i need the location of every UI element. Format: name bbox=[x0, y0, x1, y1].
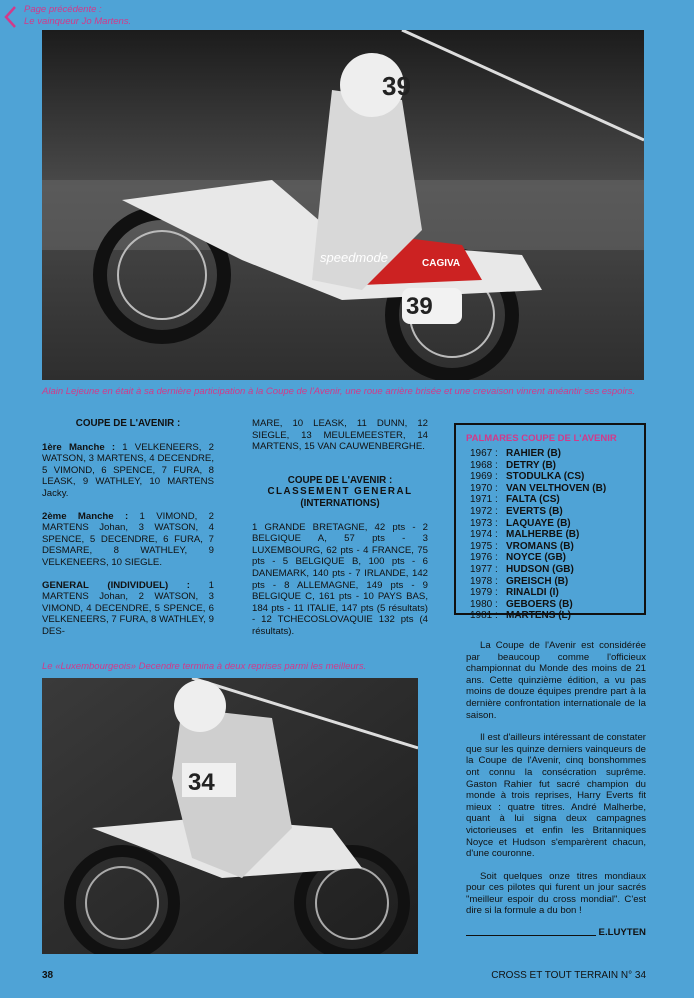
magazine-name: CROSS ET TOUT TERRAIN N° 34 bbox=[491, 970, 646, 981]
palmares-year: 1968 : bbox=[470, 459, 498, 471]
palmares-row bbox=[470, 448, 644, 460]
palmares-year: 1971 : bbox=[470, 494, 498, 506]
palmares-row bbox=[470, 518, 644, 530]
palmares-row bbox=[470, 610, 644, 622]
palmares-winner: MALHERBE (B) bbox=[506, 529, 580, 541]
palmares-list bbox=[456, 448, 644, 622]
palmares-year: 1979 : bbox=[470, 587, 498, 599]
bike-plate-number: 39 bbox=[406, 293, 433, 320]
palmares-year: 1967 : bbox=[470, 448, 498, 459]
palmares-winner: STODULKA (CS) bbox=[506, 471, 585, 483]
author-rule bbox=[466, 935, 596, 936]
palmares-year: 1975 : bbox=[470, 540, 498, 552]
palmares-year: 1978 : bbox=[470, 575, 498, 587]
article-paragraph-3: Soit quelques onze titres mondiaux pour ces pilotes qui furent un jour sacrés "meilleur espoir du cross mondial". C'est dire si la formule a du bon ! bbox=[466, 870, 646, 917]
palmares-year: 1973 : bbox=[470, 517, 498, 529]
manche-1-results: 1ère Manche : 1 VELKENEERS, 2 WATSON, 3 MARTENS, 4 DECENDRE, 5 VIMOND, 6 SPENCE, 7 FURA, 8 LEASK, 9 WATHLEY, 10 MARTENS Jacky. bbox=[42, 441, 214, 499]
palmares-year: 1972 : bbox=[470, 505, 498, 517]
article-paragraph-2: Il est d'ailleurs intéressant de constater que sur les quinze derniers vainqueurs de la Coupe de l'Avenir, cinq bonshommes ont connu la consécration suprême. Gaston Rahier fut sacré champion du monde à trois reprises, Harry Everts fit mieux : quatre titres. André Malherbe, quant à lui signa deux campagnes victorieuses et enfin les Britanniques Noyce et Hudson s'emparèrent chacun, d'une couronne. bbox=[466, 732, 646, 860]
palmares-year: 1969 : bbox=[470, 471, 498, 483]
sponsor-label: speedmode bbox=[320, 250, 388, 265]
palmares-winner: GREISCH (B) bbox=[506, 575, 569, 587]
previous-page-caption: Page précédente : Le vainqueur Jo Martens. bbox=[24, 4, 132, 27]
palmares-winner: RINALDI (I) bbox=[506, 587, 559, 599]
palmares-winner: MARTENS (L) bbox=[506, 610, 571, 622]
photo-decendre bbox=[42, 678, 418, 954]
palmares-winner: VAN VELTHOVEN (B) bbox=[506, 482, 607, 494]
palmares-winner: HUDSON (GB) bbox=[506, 563, 574, 575]
palmares-row bbox=[470, 471, 644, 483]
palmares-winner: FALTA (CS) bbox=[506, 494, 560, 506]
palmares-year: 1981 : bbox=[470, 610, 498, 622]
photo-decendre-caption: Le «Luxembourgeois» Decendre termina à deux reprises parmi les meilleurs. bbox=[42, 661, 367, 672]
palmares-winner: VROMANS (B) bbox=[506, 540, 574, 552]
palmares-year: 1970 : bbox=[470, 482, 498, 494]
article-paragraph-1: La Coupe de l'Avenir est considérée par beaucoup comme l'officieux championnat du Monde des moins de 21 ans. Cette quinzième édition, a vu pas moins de douze équipes prendre part à la dernière confrontation internationale de la saison. bbox=[466, 640, 646, 721]
palmares-winner: GEBOERS (B) bbox=[506, 598, 573, 610]
author-line bbox=[466, 927, 646, 939]
back-arrow-icon[interactable] bbox=[4, 6, 16, 28]
palmares-winner: EVERTS (B) bbox=[506, 505, 563, 517]
palmares-row bbox=[470, 483, 644, 495]
palmares-row bbox=[470, 576, 644, 588]
results-column-1 bbox=[42, 418, 214, 649]
photo-lejeune-caption: Alain Lejeune en était à sa dernière participation à la Coupe de l'Avenir, une roue arrière brisée et une crevaison vinrent anéantir ses espoirs. bbox=[42, 386, 636, 397]
nations-heading-1: COUPE DE L'AVENIR : bbox=[287, 474, 393, 486]
photo-lejeune bbox=[42, 30, 644, 380]
palmares-row bbox=[470, 529, 644, 541]
palmares-year: 1980 : bbox=[470, 598, 498, 610]
palmares-year: 1974 : bbox=[470, 529, 498, 541]
palmares-winner: NOYCE (GB) bbox=[506, 552, 566, 564]
general-individual-results: GENERAL (INDIVIDUEL) : 1 MARTENS Johan, 2 WATSON, 3 VIMOND, 4 DECENDRE, 5 SPENCE, 6 VELKENEERS, 7 FURA, 8 WATHLEY, 9 DES- bbox=[42, 579, 214, 637]
palmares-row bbox=[470, 506, 644, 518]
palmares-row bbox=[470, 494, 644, 506]
page-number: 38 bbox=[42, 970, 54, 981]
manche-2-results: 2ème Manche : 1 VIMOND, 2 MARTENS Johan, 3 WATSON, 4 SPENCE, 5 DECENDRE, 6 FURA, 7 DESMARE, 8 WATHLEY, 9 VELKENEERS, 10 SIEGLE. bbox=[42, 510, 214, 568]
palmares-winner: DETRY (B) bbox=[506, 459, 556, 471]
palmares-winner: RAHIER (B) bbox=[506, 448, 561, 459]
palmares-year: 1976 : bbox=[470, 552, 498, 564]
article-body bbox=[466, 640, 646, 939]
coupe-title: COUPE DE L'AVENIR : bbox=[75, 418, 181, 429]
palmares-box bbox=[454, 423, 646, 622]
results-column-2 bbox=[252, 418, 428, 649]
nations-results: 1 GRANDE BRETAGNE, 42 pts - 2 BELGIQUE A, 57 pts - 3 LUXEMBOURG, 62 pts - 4 FRANCE, 75 pts - 5 BELGIQUE B, 100 pts - 6 DANEMARK, 140 pts - 7 IRLANDE, 142 pts - 8 ALLEMAGNE, 149 pts - 9 BELGIQUE C, 161 pts - 10 PAYS BAS, 184 pts - 11 ITALIE, 147 pts (5 résultats) - 12 TCHECOSLOVAQUIE 132 pts (4 résultats). bbox=[252, 521, 428, 637]
palmares-year: 1977 : bbox=[470, 563, 498, 575]
bike-brand-label: CAGIVA bbox=[422, 258, 461, 269]
helmet-plate-number: 39 bbox=[382, 71, 411, 101]
author-name: E.LUYTEN bbox=[598, 927, 646, 939]
palmares-row bbox=[470, 564, 644, 576]
palmares-row bbox=[470, 587, 644, 599]
palmares-title: PALMARES COUPE DE L'AVENIR bbox=[466, 433, 617, 444]
palmares-row bbox=[470, 552, 644, 564]
palmares-winner: LAQUAYE (B) bbox=[506, 517, 571, 529]
general-results-continued: MARE, 10 LEASK, 11 DUNN, 12 SIEGLE, 13 MEULEMEESTER, 14 MARTENS, 15 VAN CAUWENBERGHE. bbox=[252, 418, 428, 453]
rider-bib-number: 34 bbox=[188, 769, 215, 796]
nations-heading-2: CLASSEMENT GENERAL bbox=[267, 486, 413, 498]
nations-heading-3: (INTERNATIONS) bbox=[300, 497, 380, 509]
palmares-row bbox=[470, 541, 644, 553]
palmares-row bbox=[470, 599, 644, 611]
palmares-row bbox=[470, 460, 644, 472]
